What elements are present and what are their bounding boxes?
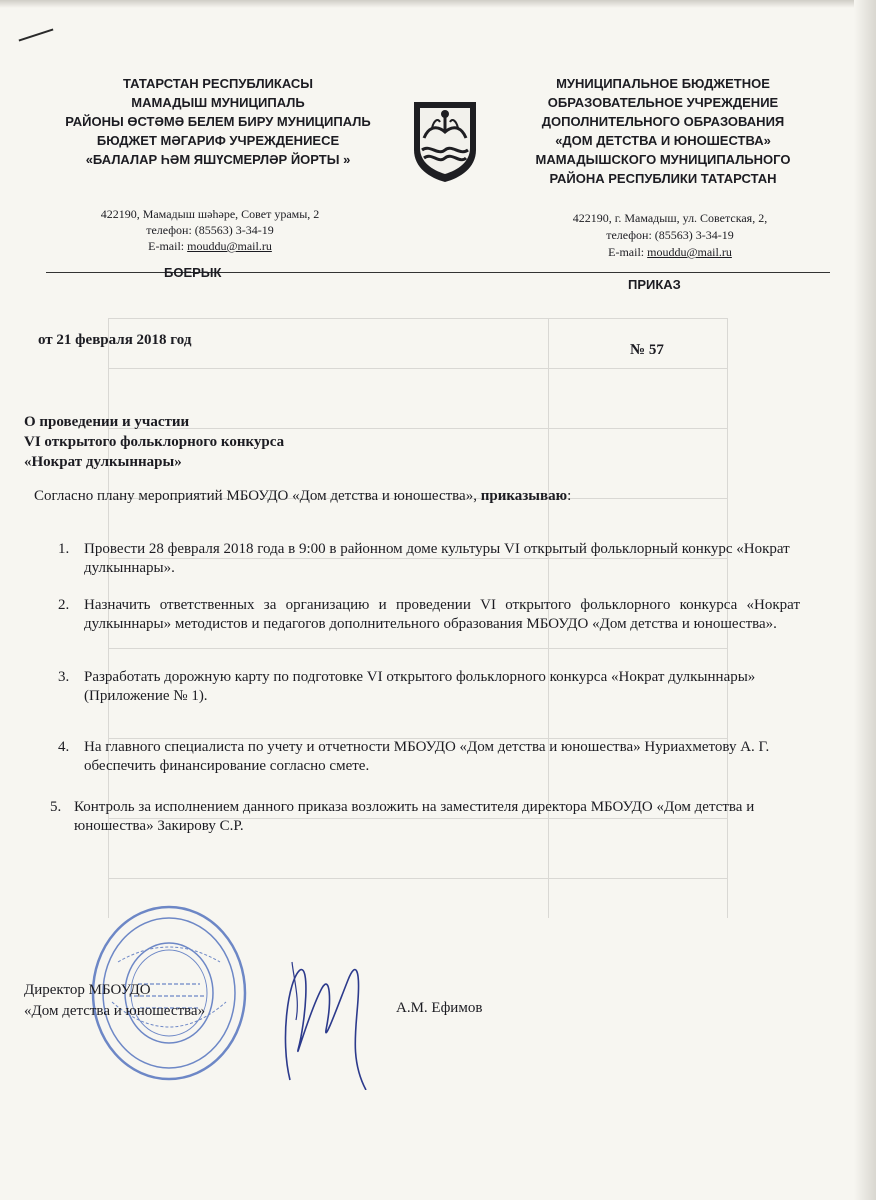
order-intro xyxy=(34,488,794,505)
item-text: На главного специалиста по учету и отчетности МБОУДО «Дом детства и юношества» Нуриахметову А. Г. обеспечить финансирование согласно смете. xyxy=(84,739,770,774)
item-number: 4. xyxy=(58,739,70,755)
email-left-row xyxy=(60,238,360,254)
header-left-line: ТАТАРСТАН РЕСПУБЛИКАСЫ xyxy=(122,76,314,91)
header-left-line: БЮДЖЕТ МӘГАРИФ УЧРЕЖДЕНИЕСЕ xyxy=(96,133,340,148)
header-right-line: ДОПОЛНИТЕЛЬНОГО ОБРАЗОВАНИЯ xyxy=(541,114,785,129)
contacts-left xyxy=(60,206,360,254)
email-left-link[interactable]: mouddu@mail.ru xyxy=(187,239,272,253)
address-left: 422190, Мамадыш шәһәре, Совет урамы, 2 xyxy=(100,207,320,221)
order-item xyxy=(30,596,800,634)
order-subject xyxy=(24,412,284,472)
header-left-line: РАЙОНЫ ӨСТӘМӘ БЕЛЕМ БИРУ МУНИЦИПАЛЬ xyxy=(65,114,371,129)
phone-left: телефон: (85563) 3-34-19 xyxy=(146,223,274,237)
header-right-line: РАЙОНА РЕСПУБЛИКИ ТАТАРСТАН xyxy=(549,171,777,186)
header-right-line: ОБРАЗОВАТЕЛЬНОЕ УЧРЕЖДЕНИЕ xyxy=(547,95,779,110)
item-number: 5. xyxy=(50,799,62,815)
intro-tail: : xyxy=(567,488,572,504)
item-number: 3. xyxy=(58,669,70,685)
email-right-row xyxy=(520,244,820,261)
phone-right: телефон: (85563) 3-34-19 xyxy=(606,228,734,242)
email-right-link[interactable]: mouddu@mail.ru xyxy=(647,245,732,259)
header-left-line: «БАЛАЛАР ҺӘМ ЯШҮСМЕРЛӘР ЙОРТЫ » xyxy=(85,152,351,167)
item-number: 2. xyxy=(58,597,70,613)
intro-text: Согласно плану мероприятий МБОУДО «Дом детства и юношества», xyxy=(34,488,481,504)
doc-kind-tatar: БОЕРЫК xyxy=(164,265,222,280)
subject-line: VI открытого фольклорного конкурса xyxy=(24,434,285,450)
subject-line: «Нократ дулкыннары» xyxy=(24,454,182,470)
header-left-line: МАМАДЫШ МУНИЦИПАЛЬ xyxy=(131,95,305,110)
address-right: 422190, г. Мамадыш, ул. Советская, 2, xyxy=(572,211,768,225)
corner-pen-mark xyxy=(19,28,54,41)
header-right-line: МУНИЦИПАЛЬНОЕ БЮДЖЕТНОЕ xyxy=(556,76,770,91)
item-text: Назначить ответственных за организацию и проведении VI открытого фольклорного конкурса «Нократ дулкыннары» методистов и педагогов дополнительного образования МБОУДО «Дом детства и юношества». xyxy=(84,597,800,632)
header-right-line: МАМАДЫШСКОГО МУНИЦИПАЛЬНОГО xyxy=(535,152,791,167)
order-number: № 57 xyxy=(630,342,664,358)
subject-line: О проведении и участии xyxy=(24,414,190,430)
item-text: Контроль за исполнением данного приказа возложить на заместителя директора МБОУДО «Дом детства и юношества» Закирову С.Р. xyxy=(74,799,755,834)
email-right-label: E-mail: xyxy=(608,245,648,259)
doc-kind-russian: ПРИКАЗ xyxy=(628,277,681,292)
order-item xyxy=(30,738,800,776)
order-item xyxy=(30,668,800,706)
signer-name: А.М. Ефимов xyxy=(396,1000,483,1016)
header-right-line: «ДОМ ДЕТСТВА И ЮНОШЕСТВА» xyxy=(555,133,771,148)
intro-order-word: приказываю xyxy=(480,488,568,504)
item-text: Разработать дорожную карту по подготовке VI открытого фольклорного конкурса «Нократ дулкыннары» (Приложение № 1). xyxy=(84,669,756,704)
coat-of-arms-icon xyxy=(410,98,480,184)
order-item xyxy=(30,798,800,836)
signer-organization: «Дом детства и юношества» xyxy=(24,1003,206,1019)
signer-position: Директор МБОУДО xyxy=(24,982,151,998)
signature-title xyxy=(24,980,205,1022)
contacts-right xyxy=(520,210,820,261)
header-left-org xyxy=(28,74,408,169)
scan-edge-top xyxy=(0,0,876,8)
item-text: Провести 28 февраля 2018 года в 9:00 в районном доме культуры VI открытый фольклорный конкурс «Нократ дулкыннары». xyxy=(84,541,790,576)
header-right-org xyxy=(508,74,818,188)
handwritten-signature xyxy=(270,940,380,1090)
order-date: от 21 февраля 2018 год xyxy=(38,332,192,348)
item-number: 1. xyxy=(58,541,70,557)
email-left-label: E-mail: xyxy=(148,239,188,253)
order-item xyxy=(30,540,800,578)
scan-edge-right xyxy=(854,0,876,1200)
